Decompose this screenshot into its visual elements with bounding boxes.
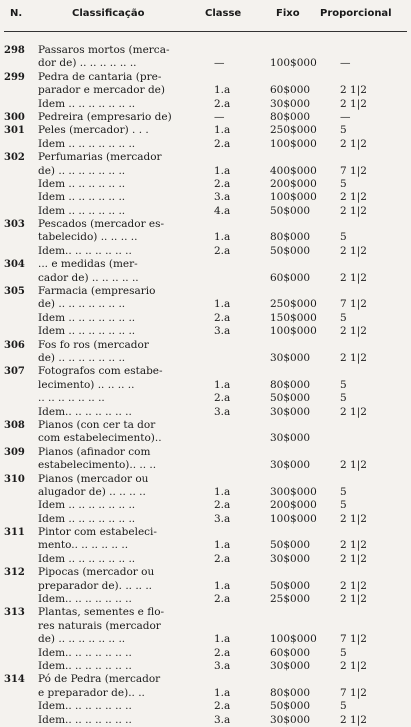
row-description: Fos fo ros (mercador (38, 338, 149, 351)
table-row (0, 312, 411, 325)
row-description: Farmacia (empresario (38, 285, 156, 298)
table-row (0, 446, 411, 459)
table-row (0, 365, 411, 378)
row-proportional-tax: 2 1|2 (340, 405, 367, 418)
row-proportional-tax: 5 (340, 311, 347, 324)
row-class: 2.a (214, 392, 231, 405)
row-proportional-tax: 2 1|2 (340, 459, 367, 472)
table-row (0, 298, 411, 311)
row-description: lecimento) .. .. .. .. (38, 378, 135, 391)
row-proportional-tax: 2 1|2 (340, 351, 367, 364)
row-description: Pescados (mercador es- (38, 218, 165, 231)
row-fixed-tax: 80$000 (270, 686, 311, 699)
row-proportional-tax: 2 1|2 (340, 579, 367, 592)
row-number: 305 (4, 286, 25, 298)
table-row (0, 325, 411, 338)
table-row (0, 566, 411, 579)
row-proportional-tax: 5 (340, 646, 347, 659)
header-classification: Classificação (72, 8, 145, 19)
row-number: 312 (4, 567, 25, 579)
row-class: 1.a (214, 378, 231, 391)
row-description: Idem.. .. .. .. .. .. .. (38, 713, 132, 726)
row-description: Idem .. .. .. .. .. .. .. (38, 512, 136, 525)
row-description: Pianos (afinador com (38, 445, 151, 458)
table-row (0, 98, 411, 111)
table-row (0, 57, 411, 70)
table-row (0, 84, 411, 97)
row-class: 3.a (214, 191, 231, 204)
row-description: Idem .. .. .. .. .. .. .. (38, 499, 136, 512)
header-divider (4, 31, 407, 32)
row-proportional-tax: 7 1|2 (340, 298, 367, 311)
row-proportional-tax: — (340, 57, 351, 70)
header-fixed: Fixo (276, 8, 300, 19)
row-class: 2.a (214, 552, 231, 565)
row-description: Idem .. .. .. .. .. .. (38, 177, 126, 190)
row-number: 307 (4, 366, 25, 378)
table-row (0, 178, 411, 191)
row-class: 1.a (214, 231, 231, 244)
row-fixed-tax: 80$000 (270, 110, 311, 123)
row-number: 298 (4, 45, 25, 56)
row-class: 2.a (214, 311, 231, 324)
row-proportional-tax: 2 1|2 (340, 97, 367, 110)
table-row (0, 419, 411, 432)
row-fixed-tax: 30$000 (270, 405, 311, 418)
table-row (0, 526, 411, 539)
row-description: Pianos (con cer ta dor (38, 418, 156, 431)
row-class: 3.a (214, 713, 231, 726)
row-class: 1.a (214, 633, 231, 646)
row-description: de) .. .. .. .. .. .. .. (38, 633, 126, 646)
row-class: 2.a (214, 593, 231, 606)
table-body (0, 44, 411, 727)
row-description: de) .. .. .. .. .. .. .. (38, 164, 126, 177)
row-fixed-tax: 80$000 (270, 231, 311, 244)
row-description: estabelecimento).. .. .. (38, 459, 157, 472)
row-fixed-tax: 50$000 (270, 539, 311, 552)
row-description: de) .. .. .. .. .. .. .. (38, 298, 126, 311)
table-row (0, 124, 411, 137)
row-description: alugador de) .. .. .. .. (38, 485, 146, 498)
row-fixed-tax: 100$000 (270, 137, 317, 150)
row-proportional-tax: 5 (340, 124, 347, 137)
row-proportional-tax: 2 1|2 (340, 552, 367, 565)
row-description: dor de) .. .. .. .. .. .. (38, 57, 137, 70)
table-row (0, 673, 411, 686)
row-class: 1.a (214, 485, 231, 498)
row-description: ... e medidas (mer- (38, 258, 138, 271)
row-description: Idem.. .. .. .. .. .. .. (38, 593, 132, 606)
row-class: 1.a (214, 84, 231, 97)
row-fixed-tax: 30$000 (270, 459, 311, 472)
row-description: Idem .. .. .. .. .. .. .. (38, 325, 136, 338)
row-fixed-tax: 25$000 (270, 593, 311, 606)
row-number: 309 (4, 446, 25, 458)
row-description: Pó de Pedra (mercador (38, 673, 161, 686)
row-proportional-tax: 2 1|2 (340, 244, 367, 257)
row-class: 4.a (214, 204, 231, 217)
row-description: Idem .. .. .. .. .. .. .. (38, 311, 136, 324)
row-fixed-tax: 200$000 (270, 177, 317, 190)
row-fixed-tax: 100$000 (270, 191, 317, 204)
row-proportional-tax: 2 1|2 (340, 191, 367, 204)
row-fixed-tax: 100$000 (270, 325, 317, 338)
row-description: Idem .. .. .. .. .. .. .. (38, 137, 136, 150)
row-fixed-tax: 50$000 (270, 392, 311, 405)
row-description: Idem.. .. .. .. .. .. .. (38, 244, 132, 257)
row-fixed-tax: 30$000 (270, 351, 311, 364)
table-row (0, 165, 411, 178)
row-class: 3.a (214, 512, 231, 525)
row-proportional-tax: 2 1|2 (340, 512, 367, 525)
row-description: Perfumarias (mercador (38, 151, 162, 164)
row-fixed-tax: 100$000 (270, 512, 317, 525)
table-row (0, 620, 411, 633)
row-proportional-tax: 2 1|2 (340, 137, 367, 150)
row-fixed-tax: 100$000 (270, 57, 317, 70)
row-proportional-tax: 5 (340, 392, 347, 405)
table-row (0, 687, 411, 700)
table-row (0, 352, 411, 365)
table-row (0, 513, 411, 526)
row-description: Plantas, sementes e flo- (38, 606, 165, 619)
row-proportional-tax: 5 (340, 485, 347, 498)
row-description: cador de) .. .. .. .. .. (38, 271, 139, 284)
table-header (0, 8, 411, 26)
row-class: 3.a (214, 325, 231, 338)
row-description: Pedra de cantaria (pre- (38, 70, 162, 83)
row-description: com estabelecimento).. (38, 432, 162, 445)
row-proportional-tax: 5 (340, 700, 347, 713)
row-class: 1.a (214, 124, 231, 137)
row-number: 302 (4, 152, 25, 164)
row-number: 311 (4, 527, 25, 539)
table-row (0, 714, 411, 727)
row-fixed-tax: 100$000 (270, 633, 317, 646)
row-description: parador e mercador de) (38, 84, 165, 97)
row-fixed-tax: 150$000 (270, 311, 317, 324)
row-description: Pipocas (mercador ou (38, 566, 155, 579)
row-fixed-tax: 200$000 (270, 499, 317, 512)
row-description: e preparador de).. .. (38, 686, 145, 699)
table-row (0, 258, 411, 271)
row-class: 1.a (214, 164, 231, 177)
row-class: 1.a (214, 579, 231, 592)
row-fixed-tax: 60$000 (270, 84, 311, 97)
table-row (0, 245, 411, 258)
row-fixed-tax: 400$000 (270, 164, 317, 177)
row-description: de) .. .. .. .. .. .. .. (38, 351, 126, 364)
row-fixed-tax: 50$000 (270, 204, 311, 217)
table-row (0, 406, 411, 419)
row-proportional-tax: 7 1|2 (340, 164, 367, 177)
row-description: Idem .. .. .. .. .. .. (38, 204, 126, 217)
row-fixed-tax: 60$000 (270, 271, 311, 284)
table-row (0, 285, 411, 298)
row-proportional-tax: 7 1|2 (340, 686, 367, 699)
row-proportional-tax: 5 (340, 231, 347, 244)
row-class: — (214, 57, 225, 70)
row-description: Idem .. .. .. .. .. .. .. (38, 552, 136, 565)
row-proportional-tax: 2 1|2 (340, 271, 367, 284)
table-row (0, 499, 411, 512)
table-row (0, 231, 411, 244)
row-number: 304 (4, 259, 25, 271)
row-description: Idem.. .. .. .. .. .. .. (38, 659, 132, 672)
row-description: Pianos (mercador ou (38, 472, 149, 485)
row-class: — (214, 110, 225, 123)
table-row (0, 432, 411, 445)
row-class: 2.a (214, 137, 231, 150)
table-row (0, 473, 411, 486)
row-number: 310 (4, 473, 25, 485)
row-number: 306 (4, 339, 25, 351)
table-row (0, 486, 411, 499)
table-row (0, 539, 411, 552)
row-fixed-tax: 80$000 (270, 378, 311, 391)
row-description: preparador de). .. .. .. (38, 579, 153, 592)
row-description: tabelecido) .. .. .. .. (38, 231, 138, 244)
table-row (0, 111, 411, 124)
row-description: Passaros mortos (merca- (38, 44, 170, 56)
table-row (0, 44, 411, 57)
row-description: Pintor com estabeleci- (38, 526, 157, 539)
row-number: 303 (4, 219, 25, 231)
row-class: 1.a (214, 686, 231, 699)
row-class: 2.a (214, 499, 231, 512)
row-fixed-tax: 50$000 (270, 244, 311, 257)
row-description: Idem .. .. .. .. .. .. .. (38, 97, 136, 110)
row-proportional-tax: 2 1|2 (340, 325, 367, 338)
table-row (0, 218, 411, 231)
row-number: 301 (4, 125, 25, 137)
row-description: Pedreira (empresario de) (38, 110, 172, 123)
row-class: 1.a (214, 298, 231, 311)
row-fixed-tax: 30$000 (270, 713, 311, 726)
row-class: 1.a (214, 539, 231, 552)
table-row (0, 71, 411, 84)
row-description: res naturais (mercador (38, 619, 161, 632)
row-fixed-tax: 50$000 (270, 700, 311, 713)
row-fixed-tax: 250$000 (270, 298, 317, 311)
row-fixed-tax: 250$000 (270, 124, 317, 137)
header-class: Classe (205, 8, 242, 19)
row-fixed-tax: 60$000 (270, 646, 311, 659)
row-proportional-tax: — (340, 110, 351, 123)
table-row (0, 580, 411, 593)
table-row (0, 379, 411, 392)
row-proportional-tax: 5 (340, 378, 347, 391)
row-proportional-tax: 2 1|2 (340, 713, 367, 726)
header-number: N. (10, 8, 23, 19)
row-class: 2.a (214, 646, 231, 659)
row-description: Idem.. .. .. .. .. .. .. (38, 405, 132, 418)
row-class: 2.a (214, 700, 231, 713)
row-description: Idem.. .. .. .. .. .. .. (38, 700, 132, 713)
table-row (0, 392, 411, 405)
table-row (0, 606, 411, 619)
row-fixed-tax: 300$000 (270, 485, 317, 498)
row-number: 313 (4, 607, 25, 619)
row-proportional-tax: 2 1|2 (340, 539, 367, 552)
row-proportional-tax: 5 (340, 499, 347, 512)
table-row (0, 553, 411, 566)
row-proportional-tax: 2 1|2 (340, 204, 367, 217)
table-row (0, 272, 411, 285)
table-row (0, 191, 411, 204)
row-class: 2.a (214, 177, 231, 190)
table-row (0, 151, 411, 164)
table-row (0, 633, 411, 646)
row-number: 299 (4, 71, 25, 83)
row-fixed-tax: 30$000 (270, 552, 311, 565)
row-description: Idem.. .. .. .. .. .. .. (38, 646, 132, 659)
row-description: mento.. .. .. .. .. .. (38, 539, 129, 552)
row-number: 314 (4, 674, 25, 686)
row-fixed-tax: 50$000 (270, 579, 311, 592)
row-proportional-tax: 2 1|2 (340, 593, 367, 606)
header-proportional: Proporcional (320, 8, 392, 19)
row-description: Fotografos com estabe- (38, 365, 163, 378)
row-description: Idem .. .. .. .. .. .. (38, 191, 126, 204)
row-proportional-tax: 2 1|2 (340, 659, 367, 672)
table-row (0, 459, 411, 472)
row-fixed-tax: 30$000 (270, 659, 311, 672)
table-row (0, 138, 411, 151)
row-proportional-tax: 5 (340, 177, 347, 190)
table-row (0, 205, 411, 218)
row-class: 2.a (214, 244, 231, 257)
table-row (0, 647, 411, 660)
row-description: .. .. .. .. .. .. .. (38, 392, 105, 405)
row-proportional-tax: 7 1|2 (340, 633, 367, 646)
row-number: 300 (4, 111, 25, 123)
table-row (0, 593, 411, 606)
row-description: Peles (mercador) . . . (38, 124, 149, 137)
row-proportional-tax: 2 1|2 (340, 84, 367, 97)
row-fixed-tax: 30$000 (270, 432, 311, 445)
row-class: 3.a (214, 405, 231, 418)
row-class: 2.a (214, 97, 231, 110)
row-fixed-tax: 30$000 (270, 97, 311, 110)
table-row (0, 339, 411, 352)
row-number: 308 (4, 419, 25, 431)
table-row (0, 660, 411, 673)
row-class: 3.a (214, 659, 231, 672)
